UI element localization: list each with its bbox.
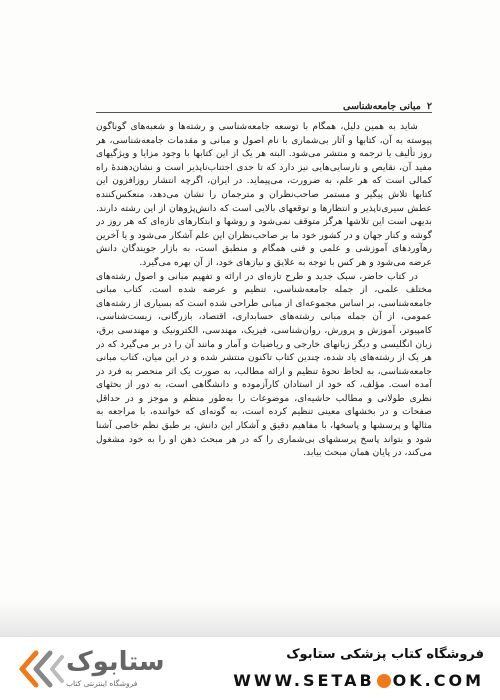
url-prefix: WWW.SETAB [233,671,375,690]
header-rule [96,112,432,113]
store-footer [0,636,500,700]
running-title: مبانی جامعه‌شناسی [343,101,421,112]
url-suffix: OK.COM [392,671,484,690]
store-url[interactable] [233,671,484,690]
body-text [96,120,432,580]
page-number: ۲ [426,101,432,112]
chevron-logo-icon [14,647,64,691]
page-shadow [0,600,500,636]
orange-dot-icon [377,674,391,688]
paragraph: در کتاب حاضر، سبک جدید و طرح تازه‌ای در ارائه و تفهیم مبانی و اصول رشته‌های مختلف علمی، از جمله جامعه‌شناسی، تنظیم و عرضه شده است. کتاب مبانی جامعه‌شناسی، بر اساس مجموعه‌ای از مبانی طراحی شده است که بسیاری از رشته‌های عمومی، از آن جمله مبانی رشته‌های حسابداری، اقتصاد، بازرگانی، زیست‌شناسی، کامپیوتر، آموزش و پرورش، روان‌شناسی، فیزیک، مهندسی، الکترونیک و مهندسی برق، زبان انگلیسی و دیگر زبانهای خارجی و ریاضیات و آمار و مانند آن را در بر می‌گیرد که در هر یک از رشته‌های یاد شده، چندین کتاب تاکنون منتشر شده و در این میان، کتاب مبانی جامعه‌شناسی، به لحاظ نحوهٔ تنظیم و ارائه مطالب، به صورت یک اثر منحصر به فرد در آمده است. مؤلف، که خود از استادان کارآزموده و دانشگاهی است، به دور از بحثهای نظری طولانی و مطالب حاشیه‌ای، موضوعات را به‌طور منظم و موجز و در حداقل صفحات و در بخشهای معینی تنظیم کرده است، به گونه‌ای که خواننده، با مراجعه به مثالها و پرسشها و پاسخها، با مفاهیم دقیق و آشکار این دانش، بر طبق نظم خاصی آشنا شود و بتواند پاسخ پرسشهای بی‌شماری را که در هر مبحث ذهن او را به خود مشغول می‌کند، در پایان همان مبحث بیابد. [96,270,432,459]
store-logo[interactable] [14,647,165,693]
logo-subtitle: فروشگاه اینترنتی کتاب [66,679,138,688]
page-header [96,94,432,112]
store-name: فروشگاه کتاب پزشکی ستابوک [286,647,484,662]
paragraph: شاید به همین دلیل، همگام با توسعه جامعه‌شناسی و رشته‌ها و شعبه‌های گوناگون پیوسته به آن، کتابها و آثار بی‌شماری با نام اصول و مبانی و مقدمات جامعه‌شناسی، هر روز تألیف یا ترجمه و منتشر می‌شود. البته هر یک از این کتابها با وجود مزایا و ویژگیهای مفید آن، نقایص و نارسایی‌هایی نیز دارد که تا حدی اجتناب‌ناپذیر است و نشان‌دهندهٔ راه کمالی است که هر علم، به ضرورت، می‌پیماید. در ایران، اگرچه انتشار روزافزون این کتابها تلاش پیگیر و مستمر صاحب‌نظران و مترجمان را نشان می‌دهد، منعکس‌کننده عطش سیری‌ناپذیر و انتظارها و توقعهای بالایی است که دانش‌پژوهان از این رشته دارند. بدیهی است این تلاشها هرگز متوقف نمی‌شود و روشها و ابتکارهای تازه‌ای که هر روز در گوشه و کنار جهان و در کشور خود ما بر صاحب‌نظران این علم آشکار می‌شود و یا آخرین رهآوردهای آموزشی و علمی و فنی همگام و منطبق است، به بازار جویندگان دانش عرضه می‌شود و هر کس با توجه به علایق و نیازهای خود، از آن بهره می‌گیرد. [96,121,432,268]
logo-brand-text: ستابوک [66,647,165,677]
